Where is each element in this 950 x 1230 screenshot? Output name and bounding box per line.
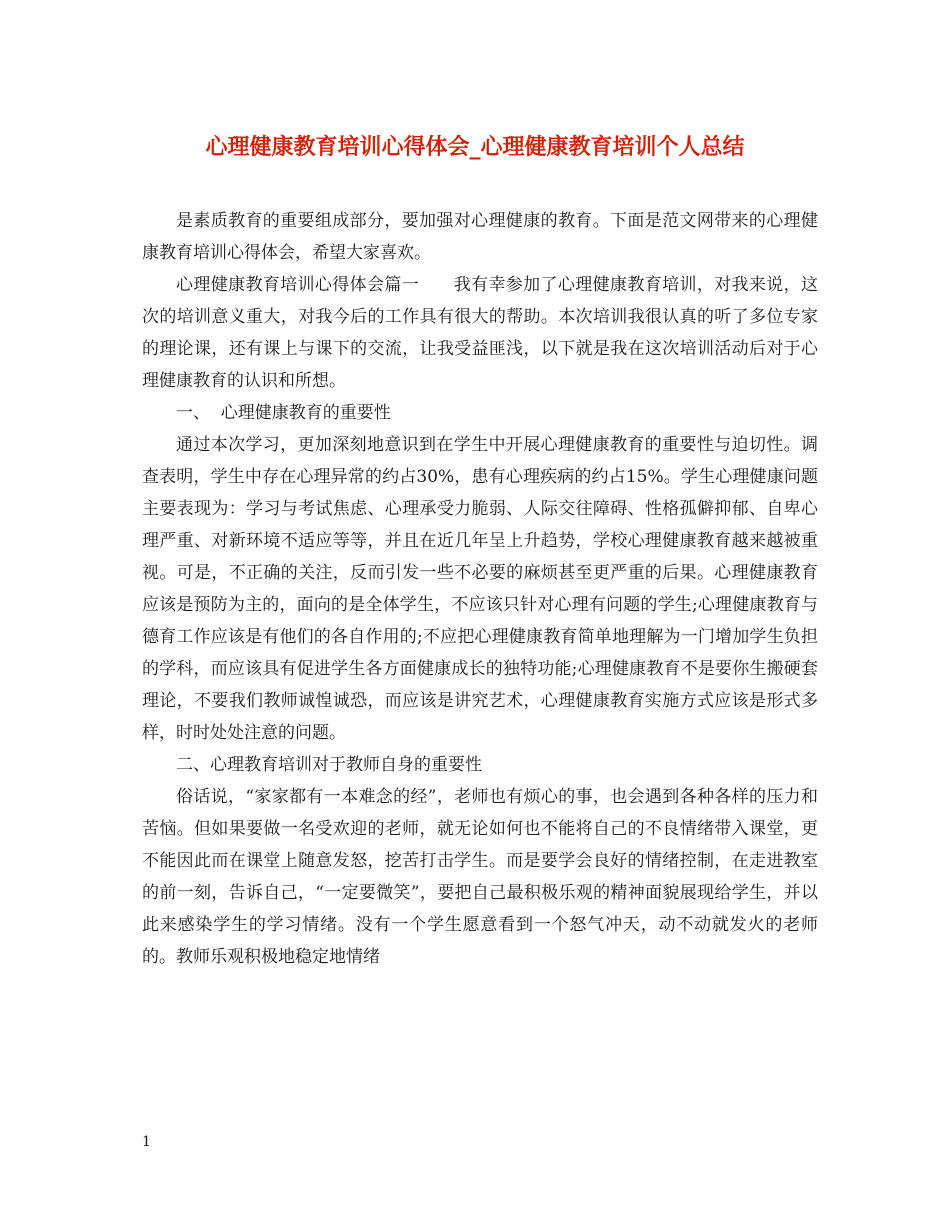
document-title: 心理健康教育培训心得体会_心理健康教育培训个人总结	[205, 134, 745, 160]
document-body	[142, 205, 818, 973]
section-heading-one: 一、 心理健康教育的重要性	[176, 403, 391, 423]
paragraph-intro: 是素质教育的重要组成部分，要加强对心理健康的教育。下面是范文网带来的心理健康教育培训心得体会，希望大家喜欢。	[142, 211, 818, 263]
paragraph-teacher: 俗话说，“家家都有一本难念的经”，老师也有烦心的事，也会遇到各种各样的压力和苦恼。但如果要做一名受欢迎的老师，就无论如何也不能将自己的不良情绪带入课堂，更不能因此而在课堂上随意发怒，挖苦打击学生。而是要学会良好的情绪控制，在走进教室的前一刻，告诉自己，“一定要微笑”，要把自己最积极乐观的精神面貌展现给学生，并以此来感染学生的学习情绪。没有一个学生愿意看到一个怒气冲天，动不动就发火的老师的。教师乐观积极地稳定地情绪	[142, 787, 818, 967]
section-heading-two: 二、心理教育培训对于教师自身的重要性	[176, 755, 482, 775]
paragraph-part-one: 心理健康教育培训心得体会篇一 我有幸参加了心理健康教育培训，对我来说，这次的培训意义重大，对我今后的工作具有很大的帮助。本次培训我很认真的听了多位专家的理论课，还有课上与课下的交流，让我受益匪浅，以下就是我在这次培训活动后对于心理健康教育的认识和所想。	[142, 275, 818, 391]
page-number: 1	[142, 1134, 151, 1150]
paragraph-importance: 通过本次学习，更加深刻地意识到在学生中开展心理健康教育的重要性与迫切性。调查表明，学生中存在心理异常的约占30%，患有心理疾病的约占15%。学生心理健康问题主要表现为：学习与考试焦虑、心理承受力脆弱、人际交往障碍、性格孤僻抑郁、自卑心理严重、对新环境不适应等等，并且在近几年呈上升趋势，学校心理健康教育越来越被重视。可是，不正确的关注，反而引发一些不必要的麻烦甚至更严重的后果。心理健康教育应该是预防为主的，面向的是全体学生，不应该只针对心理有问题的学生;心理健康教育与德育工作应该是有他们的各自作用的;不应把心理健康教育简单地理解为一门增加学生负担的学科，而应该具有促进学生各方面健康成长的独特功能;心理健康教育不是要你生搬硬套理论，不要我们教师诚惶诚恐，而应该是讲究艺术，心理健康教育实施方式应该是形式多样，时时处处注意的问题。	[142, 435, 818, 743]
